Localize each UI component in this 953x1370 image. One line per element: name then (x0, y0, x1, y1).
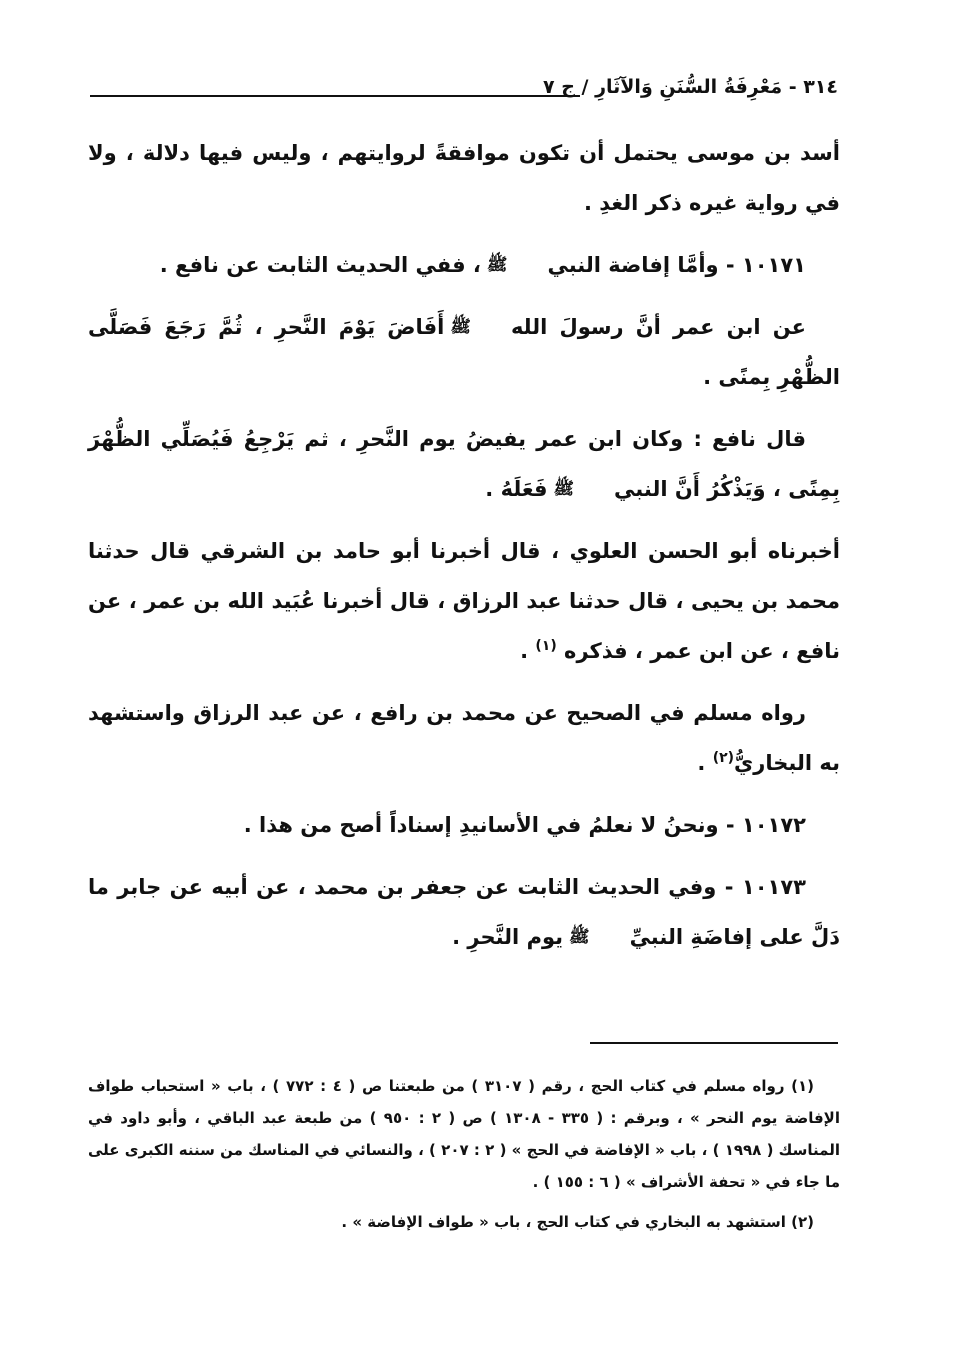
footnotes (88, 1070, 840, 1246)
paragraph-end: . (520, 639, 529, 663)
paragraph-text: فَعَلَهُ . (485, 477, 548, 501)
paragraph-text: ١٠١٧٢ - ونحنُ لا نعلمُ في الأسانيدِ إسناداً أصح من هذا . (243, 813, 806, 837)
hadith-10173 (88, 862, 840, 962)
paragraph-text: ١٠١٧١ - وأمَّا إفاضة النبي (547, 253, 806, 277)
paragraph-text: ١٠١٧٣ - وفي الحديث الثابت عن جعفر بن محمد ، عن أبيه عن جابر ما دَلَّ على إفاضَةِ النبيِّ (88, 875, 840, 949)
paragraph-text: عن ابن عمر أنَّ رسولَ الله (510, 315, 806, 339)
salawat-honorific: ﷺ (450, 317, 471, 337)
isnad-paragraph (88, 526, 840, 676)
salawat-honorific: ﷺ (486, 255, 508, 275)
hadith-10171-intro (88, 240, 840, 290)
hadith-matn (88, 302, 840, 402)
running-head (90, 72, 838, 106)
nafi-statement (88, 414, 840, 514)
paragraph-text: ، ففي الحديث الثابت عن نافع . (159, 253, 481, 277)
paragraph-text: قال نافع : وكان ابن عمر يفيضُ يوم النَّحرِ ، ثم يَرْجِعُ فَيُصَلِّي الظُّهْرَ بِمِنًى ، وَيَذْكُرُ أَنَّ النبي (88, 427, 840, 501)
paragraph-1 (88, 128, 840, 228)
footnote-2: (٢) استشهد به البخاري في كتاب الحج ، باب « طواف الإفاضة » . (341, 1213, 814, 1231)
running-head-title: ٣١٤ - مَعْرِفَةُ السُّنَنِ وَالآثَارِ / ج ٧ (533, 72, 838, 102)
takhrij-paragraph (88, 688, 840, 788)
footnote-separator (590, 1042, 838, 1044)
main-text (88, 128, 840, 974)
salawat-honorific: ﷺ (569, 927, 590, 947)
paragraph-end: . (697, 751, 706, 775)
footnote-ref-2[interactable]: (٢) (712, 750, 735, 766)
paragraph-text: رواه مسلم في الصحيح عن محمد بن رافع ، عن عبد الرزاق واستشهد به البخاريُّ (88, 701, 840, 775)
paragraph-text: أخبرناه أبو الحسن العلوي ، قال أخبرنا أبو حامد بن الشرقي قال حدثنا محمد بن يحيى ، قال حدثنا عبد الرزاق ، قال أخبرنا عُبَيد الله بن عمر ، عن نافع ، عن ابن عمر ، فذكره (88, 539, 840, 663)
footnote-1: (١) رواه مسلم في كتاب الحج ، رقم ( ٣١٠٧ ) من طبعتنا ص ( ٤ : ٧٧٢ ) ، باب « استحباب طواف الإفاضة يوم النحر » ، وبرقم : ( ٣٣٥ - ١٣٠٨ ) ص ( ٢ : ٩٥٠ ) من طبعة عبد الباقي ، وأبو داود في المناسك ( ١٩٩٨ ) ، باب « الإفاضة في الحج » ( ٢ : ٢٠٧ ) ، والنسائي في المناسك من سننه الكبرى على ما جاء في « تحفة الأشراف » ( ٦ : ١٥٥ ) . (88, 1077, 840, 1191)
footnote-ref-1[interactable]: (١) (535, 638, 557, 654)
paragraph-text: أَفَاضَ يَوْمَ النَّحرِ ، ثُمَّ رَجَعَ فَصَلَّى الظُّهْرِ بِمنًى . (88, 315, 840, 389)
hadith-10172 (88, 800, 840, 850)
paragraph-text: يوم النَّحرِ . (452, 925, 564, 949)
salawat-honorific: ﷺ (553, 479, 575, 499)
header-rule (90, 95, 580, 97)
paragraph-text: أسد بن موسى يحتمل أن تكون موافقةً لروايتهم ، وليس فيها دلالة ، ولا في رواية غيره ذكر الغدِ . (88, 141, 840, 215)
